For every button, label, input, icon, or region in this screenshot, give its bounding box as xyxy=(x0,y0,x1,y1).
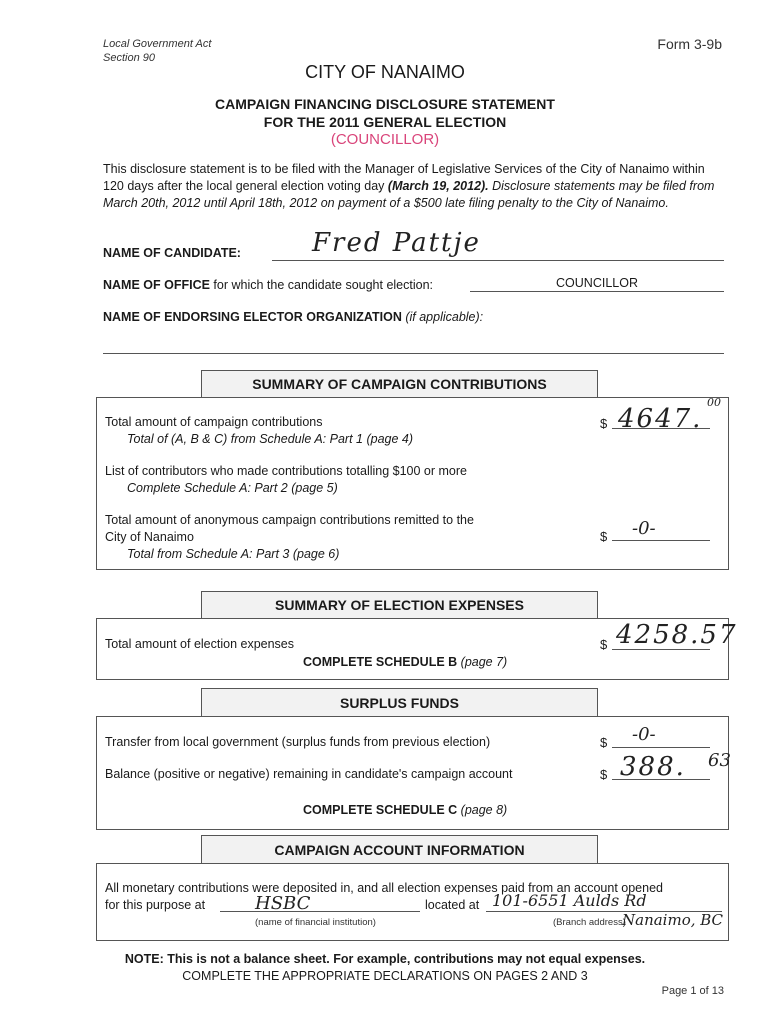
expense-schedule-page: (page 7) xyxy=(457,655,508,669)
city-name: CITY OF NANAIMO xyxy=(305,62,465,82)
surplus-item-2-dollar: $ xyxy=(600,767,608,782)
branch-value: 101-6551 Aulds Rd xyxy=(492,891,647,910)
contrib-item-2-line-1: List of contributors who made contributions totalling $100 or more xyxy=(105,464,467,478)
footer-declarations: COMPLETE THE APPROPRIATE DECLARATIONS ON PAGES 2 AND 3 xyxy=(182,969,588,983)
surplus-schedule-page: (page 8) xyxy=(457,803,508,817)
contrib-item-1-line-1: Total amount of campaign contributions xyxy=(105,415,323,429)
contrib-item-3-line-1: Total amount of anonymous campaign contributions remitted to the xyxy=(105,513,474,527)
act-reference xyxy=(103,37,211,65)
expense-schedule-bold: COMPLETE SCHEDULE B xyxy=(303,655,458,669)
branch-caption: (Branch address) xyxy=(553,917,626,928)
org-line xyxy=(103,343,724,354)
account-line-2-prefix: for this purpose at xyxy=(105,898,206,912)
surplus-item-1-value: -0- xyxy=(632,724,656,745)
office-label-rest: for which the candidate sought election: xyxy=(209,278,434,292)
title-line-3: (COUNCILLOR) xyxy=(330,131,440,148)
contributions-heading: SUMMARY OF CAMPAIGN CONTRIBUTIONS xyxy=(201,370,598,398)
located-at-label: located at xyxy=(425,898,480,912)
org-label-rest: (if applicable): xyxy=(401,310,484,324)
intro-part-1: This disclosure statement is to be filed with the Manager of Legislative Services of the City of Nanaimo within 120 days after the local general election voting day xyxy=(103,162,705,193)
surplus-schedule-bold: COMPLETE SCHEDULE C xyxy=(303,803,458,817)
contrib-item-2-line-2: Complete Schedule A: Part 2 (page 5) xyxy=(127,481,338,495)
office-value: COUNCILLOR xyxy=(556,276,638,290)
surplus-item-2-value: 388. xyxy=(620,752,686,782)
office-label-bold: NAME OF OFFICE xyxy=(103,278,210,292)
candidate-name-label: NAME OF CANDIDATE: xyxy=(103,246,241,260)
act-line-1: Local Government Act xyxy=(103,38,212,50)
contrib-item-1 xyxy=(105,414,413,448)
contrib-item-1-cents: 00 xyxy=(707,396,721,409)
candidate-name-signature: Fred Pattje xyxy=(312,228,481,258)
contrib-item-3-line-2: City of Nanaimo xyxy=(105,530,194,544)
expense-schedule xyxy=(303,654,507,671)
title-line-2: FOR THE 2011 GENERAL ELECTION xyxy=(263,114,507,130)
page-number: Page 1 of 13 xyxy=(661,985,724,997)
institution-line xyxy=(220,899,420,912)
org-label-bold: NAME OF ENDORSING ELECTOR ORGANIZATION xyxy=(103,310,402,324)
account-line-1: All monetary contributions were deposited in, and all election expenses paid from an account opened xyxy=(105,881,663,895)
expenses-heading: SUMMARY OF ELECTION EXPENSES xyxy=(201,591,598,619)
contrib-item-3 xyxy=(105,512,474,563)
org-label xyxy=(103,310,483,324)
intro-paragraph xyxy=(103,161,725,212)
office-label xyxy=(103,278,433,292)
intro-part-2: Disclosure statements may be filed from March 20th, 2012 until April 18th, 2012 on payment of a $500 late filing penalty to the City of Nanaimo. xyxy=(103,179,715,210)
footer-note: NOTE: This is not a balance sheet. For example, contributions may not equal expenses. xyxy=(124,952,646,966)
expense-dollar: $ xyxy=(600,637,608,652)
contrib-item-1-line-2: Total of (A, B & C) from Schedule A: Part 1 (page 4) xyxy=(127,432,414,446)
contrib-item-3-line xyxy=(612,526,710,541)
surplus-item-1-dollar: $ xyxy=(600,735,608,750)
surplus-schedule xyxy=(303,802,507,819)
surplus-item-1-line xyxy=(612,733,710,748)
act-line-2: Section 90 xyxy=(103,52,155,64)
footer-note-wrap xyxy=(0,952,770,966)
surplus-item-2: Balance (positive or negative) remaining in candidate's campaign account xyxy=(105,767,513,781)
contrib-item-2 xyxy=(105,463,467,497)
surplus-item-1: Transfer from local government (surplus funds from previous election) xyxy=(105,735,491,749)
form-number: Form 3-9b xyxy=(657,36,722,52)
expense-item-1: Total amount of election expenses xyxy=(105,637,295,651)
expense-value: 4258.57 xyxy=(616,620,738,650)
institution-value: HSBC xyxy=(255,893,311,914)
surplus-item-2-cents: 63 xyxy=(708,750,731,771)
contrib-item-3-line-3: Total from Schedule A: Part 3 (page 6) xyxy=(127,547,340,561)
institution-caption: (name of financial institution) xyxy=(255,917,376,928)
contrib-item-3-dollar: $ xyxy=(600,529,608,544)
contrib-item-1-value: 4647. xyxy=(618,404,703,434)
title-line-1: CAMPAIGN FINANCING DISCLOSURE STATEMENT xyxy=(215,96,555,112)
branch-city-value: Nanaimo, BC xyxy=(622,911,724,929)
contrib-item-1-dollar: $ xyxy=(600,416,608,431)
account-heading: CAMPAIGN ACCOUNT INFORMATION xyxy=(201,835,598,864)
contrib-item-3-value: -0- xyxy=(632,518,656,539)
intro-date: (March 19, 2012). xyxy=(387,179,489,193)
surplus-heading: SURPLUS FUNDS xyxy=(201,688,598,717)
